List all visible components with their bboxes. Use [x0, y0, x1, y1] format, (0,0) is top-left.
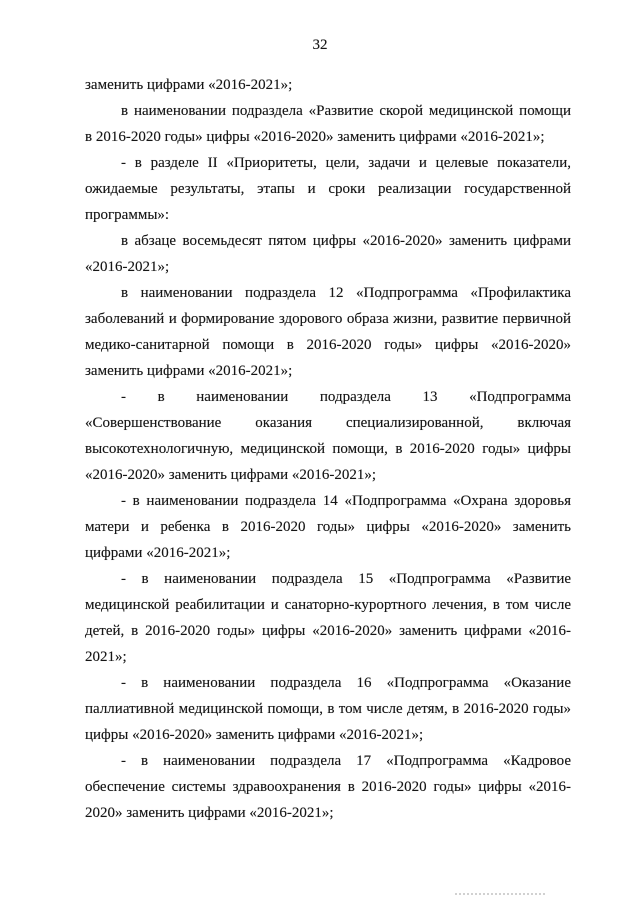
paragraph-line: - в наименовании подраздела 16 «Подпрограмма «Оказание — [121, 675, 571, 691]
paragraph — [85, 72, 571, 98]
paragraph-line: 2020» заменить цифрами «2016-2021»; — [85, 805, 334, 821]
paragraph-line: «2016-2021»; — [85, 259, 170, 275]
paragraph — [85, 566, 571, 670]
paragraph-line: медицинской реабилитации и санаторно-курортного лечения, в том числе — [85, 597, 571, 613]
paragraph — [85, 150, 571, 228]
paragraph — [85, 98, 571, 150]
scan-noise — [455, 893, 545, 898]
paragraph — [85, 748, 571, 826]
paragraph-line: ожидаемые результаты, этапы и сроки реализации государственной — [85, 181, 571, 197]
paragraph-line: - в наименовании подраздела 17 «Подпрограмма «Кадровое — [121, 753, 571, 769]
paragraph-line: 2021»; — [85, 649, 127, 665]
paragraph — [85, 670, 571, 748]
paragraph — [85, 384, 571, 488]
paragraph-line: заболеваний и формирование здорового образа жизни, развитие первичной — [85, 311, 571, 327]
paragraph-line: программы»: — [85, 207, 170, 223]
document-body — [85, 72, 571, 826]
paragraph-line: детей, в 2016-2020 годы» цифры «2016-2020» заменить цифрами «2016- — [85, 623, 571, 639]
paragraph-line: матери и ребенка в 2016-2020 годы» цифры «2016-2020» заменить — [85, 519, 571, 535]
paragraph-line: в наименовании подраздела «Развитие скорой медицинской помощи — [121, 103, 571, 119]
paragraph — [85, 488, 571, 566]
paragraph-line: в 2016-2020 годы» цифры «2016-2020» заменить цифрами «2016-2021»; — [85, 129, 545, 145]
paragraph-line: - в наименовании подраздела 13 «Подпрограмма — [121, 389, 571, 405]
paragraph — [85, 228, 571, 280]
paragraph-line: паллиативной медицинской помощи, в том числе детям, в 2016-2020 годы» — [85, 701, 571, 717]
paragraph-line: заменить цифрами «2016-2021»; — [85, 77, 293, 93]
paragraph-line: «2016-2020» заменить цифрами «2016-2021»; — [85, 467, 377, 483]
paragraph-line: в абзаце восемьдесят пятом цифры «2016-2020» заменить цифрами — [121, 233, 571, 249]
paragraph-line: заменить цифрами «2016-2021»; — [85, 363, 293, 379]
paragraph-line: обеспечение системы здравоохранения в 2016-2020 годы» цифры «2016- — [85, 779, 571, 795]
paragraph-line: «Совершенствование оказания специализированной, включая — [85, 415, 571, 431]
paragraph-line: в наименовании подраздела 12 «Подпрограмма «Профилактика — [121, 285, 571, 301]
paragraph-line: - в наименовании подраздела 15 «Подпрограмма «Развитие — [121, 571, 571, 587]
paragraph-line: - в наименовании подраздела 14 «Подпрограмма «Охрана здоровья — [121, 493, 571, 509]
page-number: 32 — [312, 37, 328, 53]
paragraph-line: медико-санитарной помощи в 2016-2020 годы» цифры «2016-2020» — [85, 337, 571, 353]
paragraph-line: - в разделе II «Приоритеты, цели, задачи и целевые показатели, — [121, 155, 571, 171]
paragraph-line: высокотехнологичную, медицинской помощи, в 2016-2020 годы» цифры — [85, 441, 571, 457]
paragraph-line: цифры «2016-2020» заменить цифрами «2016-2021»; — [85, 727, 424, 743]
paragraph-line: цифрами «2016-2021»; — [85, 545, 231, 561]
paragraph — [85, 280, 571, 384]
